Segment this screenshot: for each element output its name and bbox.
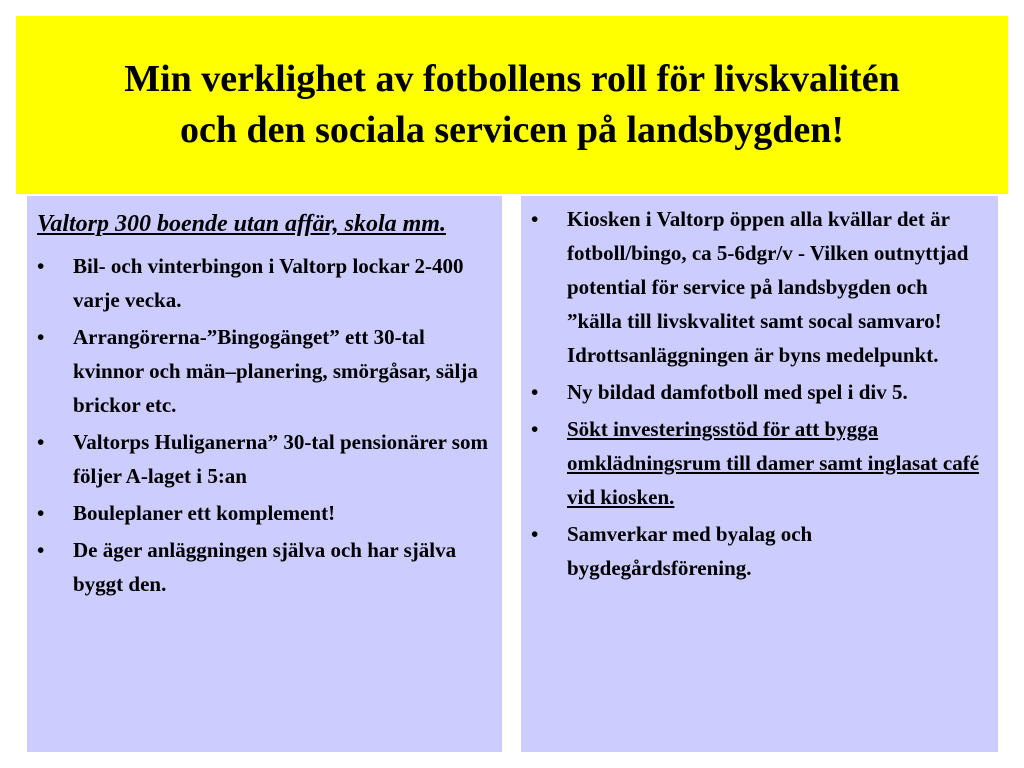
right-panel: [521, 196, 998, 752]
list-item-text: Samverkar med byalag och bygdegårdsförening.: [567, 522, 813, 580]
list-item-text: Bouleplaner ett komplement!: [73, 501, 336, 525]
bullet-icon: •: [531, 207, 539, 231]
right-bullet-list: [531, 202, 984, 585]
list-item-text: Sökt investeringsstöd för att bygga omklädningsrum till damer samt inglasat café vid kiosken.: [567, 417, 980, 509]
list-item-text: Valtorps Huliganerna” 30-tal pensionärer som följer A-laget i 5:an: [73, 430, 488, 488]
bullet-icon: •: [531, 417, 539, 441]
left-bullet-list: [37, 249, 488, 601]
list-item: [531, 202, 984, 372]
list-item-text: Ny bildad damfotboll med spel i div 5.: [567, 380, 908, 404]
list-item-text: Bil- och vinterbingon i Valtorp lockar 2-400 varje vecka.: [73, 254, 464, 312]
left-subheading: [37, 208, 488, 240]
bullet-icon: •: [37, 501, 45, 525]
slide-title: [124, 54, 899, 156]
bullet-icon: •: [37, 430, 45, 454]
list-item-text: Kiosken i Valtorp öppen alla kvällar det är fotboll/bingo, ca 5-6dgr/v - Vilken outnyttjad potential för service på landsbygden och ”källa till livskvalitet samt socal samvaro! Idrottsanläggningen är byns medelpunkt.: [567, 207, 969, 367]
list-item: [37, 320, 488, 422]
list-item: [37, 425, 488, 493]
title-banner: [16, 16, 1008, 194]
bullet-icon: •: [37, 325, 45, 349]
left-panel: [27, 196, 502, 752]
title-line-1: Min verklighet av fotbollens roll för livskvalitén: [124, 58, 900, 100]
title-line-2: och den sociala servicen på landsbygden!: [179, 109, 844, 151]
list-item-text: De äger anläggningen själva och har själva byggt den.: [73, 538, 457, 596]
list-item-text: Arrangörerna-”Bingogänget” ett 30-tal kvinnor och män–planering, smörgåsar, sälja brickor etc.: [73, 325, 478, 417]
list-item: [37, 249, 488, 317]
bullet-icon: •: [37, 254, 45, 278]
list-item: [37, 533, 488, 601]
bullet-icon: •: [531, 380, 539, 404]
bullet-icon: •: [531, 522, 539, 546]
list-item: [531, 517, 984, 585]
list-item: [37, 496, 488, 530]
bullet-icon: •: [37, 538, 45, 562]
list-item: [531, 375, 984, 409]
list-item: [531, 412, 984, 514]
left-subheading-text: Valtorp 300 boende utan affär, skola mm.: [37, 211, 446, 237]
